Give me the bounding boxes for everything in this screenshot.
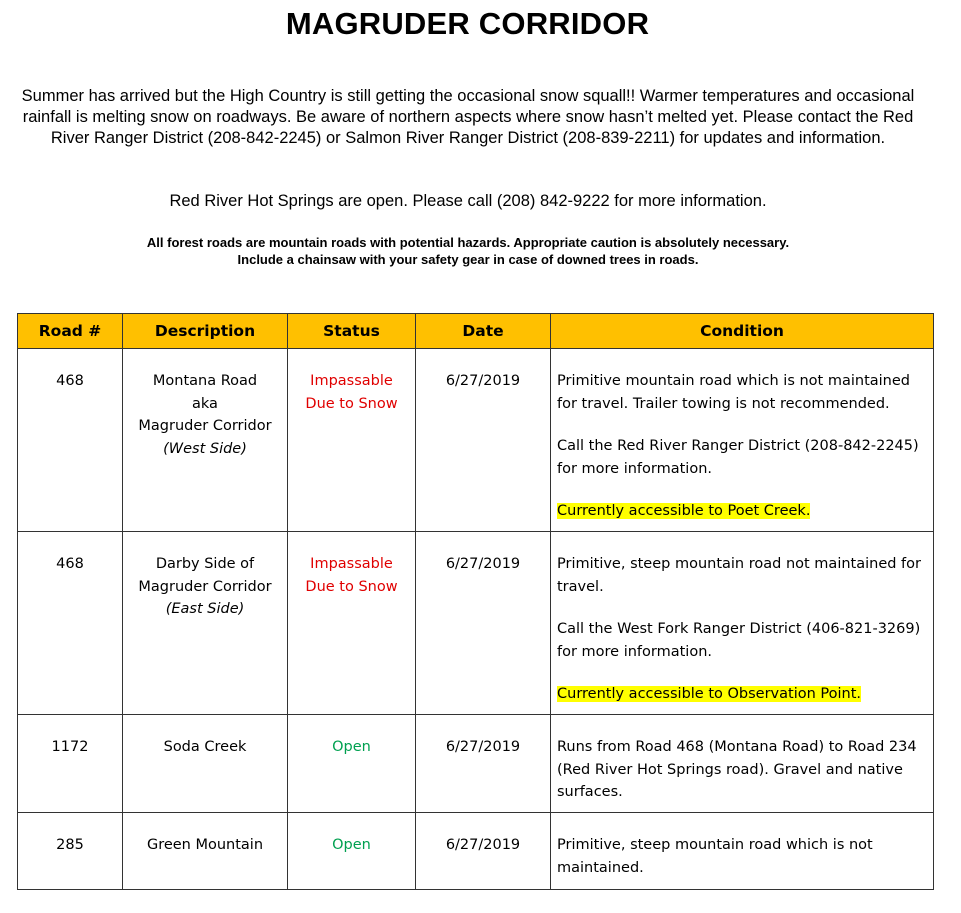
road-date: 6/27/2019 — [416, 715, 551, 813]
access-highlight: Currently accessible to Observation Point. — [557, 686, 862, 702]
road-number: 1172 — [18, 715, 123, 813]
road-number: 285 — [18, 813, 123, 890]
safety-warning — [18, 234, 918, 268]
road-description: Green Mountain — [123, 813, 288, 890]
road-date: 6/27/2019 — [416, 349, 551, 532]
road-status: Impassable Due to Snow — [288, 349, 416, 532]
table-header-row — [18, 314, 934, 349]
road-status: Impassable Due to Snow — [288, 532, 416, 715]
table-row — [18, 349, 934, 532]
road-status: Open — [288, 715, 416, 813]
header-date: Date — [416, 314, 551, 349]
page-title: MAGRUDER CORRIDOR — [285, 6, 650, 41]
road-status-table — [17, 313, 934, 890]
road-condition: Primitive, steep mountain road which is not maintained. — [551, 813, 934, 890]
road-date: 6/27/2019 — [416, 532, 551, 715]
road-date: 6/27/2019 — [416, 813, 551, 890]
road-description: Montana Road aka Magruder Corridor (West Side) — [123, 349, 288, 532]
safety-warning-line-1: All forest roads are mountain roads with potential hazards. Appropriate caution is absolutely necessary. — [146, 235, 790, 250]
table-row — [18, 813, 934, 890]
hot-springs-notice: Red River Hot Springs are open. Please call (208) 842-9222 for more information. — [169, 192, 767, 210]
header-status: Status — [288, 314, 416, 349]
road-status: Open — [288, 813, 416, 890]
header-description: Description — [123, 314, 288, 349]
road-number: 468 — [18, 532, 123, 715]
road-number: 468 — [18, 349, 123, 532]
table-row — [18, 715, 934, 813]
road-condition: Primitive, steep mountain road not maintained for travel. Call the West Fork Ranger District (406-821-3269) for more information. Currently accessible to Observation Point. — [551, 532, 934, 715]
table-row — [18, 532, 934, 715]
road-condition: Primitive mountain road which is not maintained for travel. Trailer towing is not recommended. Call the Red River Ranger District (208-842-2245) for more information. Currently accessible to Poet Creek. — [551, 349, 934, 532]
intro-paragraph: Summer has arrived but the High Country is still getting the occasional snow squall!! Warmer temperatures and occasional rainfall is melting snow on roadways. Be aware of northern aspects where snow hasn’t melted yet. Please contact the Red River Ranger District (208-842-2245) or Salmon River Ranger District (208-839-2211) for updates and information. — [21, 87, 915, 147]
access-highlight: Currently accessible to Poet Creek. — [557, 503, 811, 519]
header-condition: Condition — [551, 314, 934, 349]
road-description: Soda Creek — [123, 715, 288, 813]
safety-warning-line-2: Include a chainsaw with your safety gear in case of downed trees in roads. — [237, 252, 699, 267]
road-description: Darby Side of Magruder Corridor (East Side) — [123, 532, 288, 715]
road-condition: Runs from Road 468 (Montana Road) to Road 234 (Red River Hot Springs road). Gravel and native surfaces. — [551, 715, 934, 813]
header-road-number: Road # — [18, 314, 123, 349]
